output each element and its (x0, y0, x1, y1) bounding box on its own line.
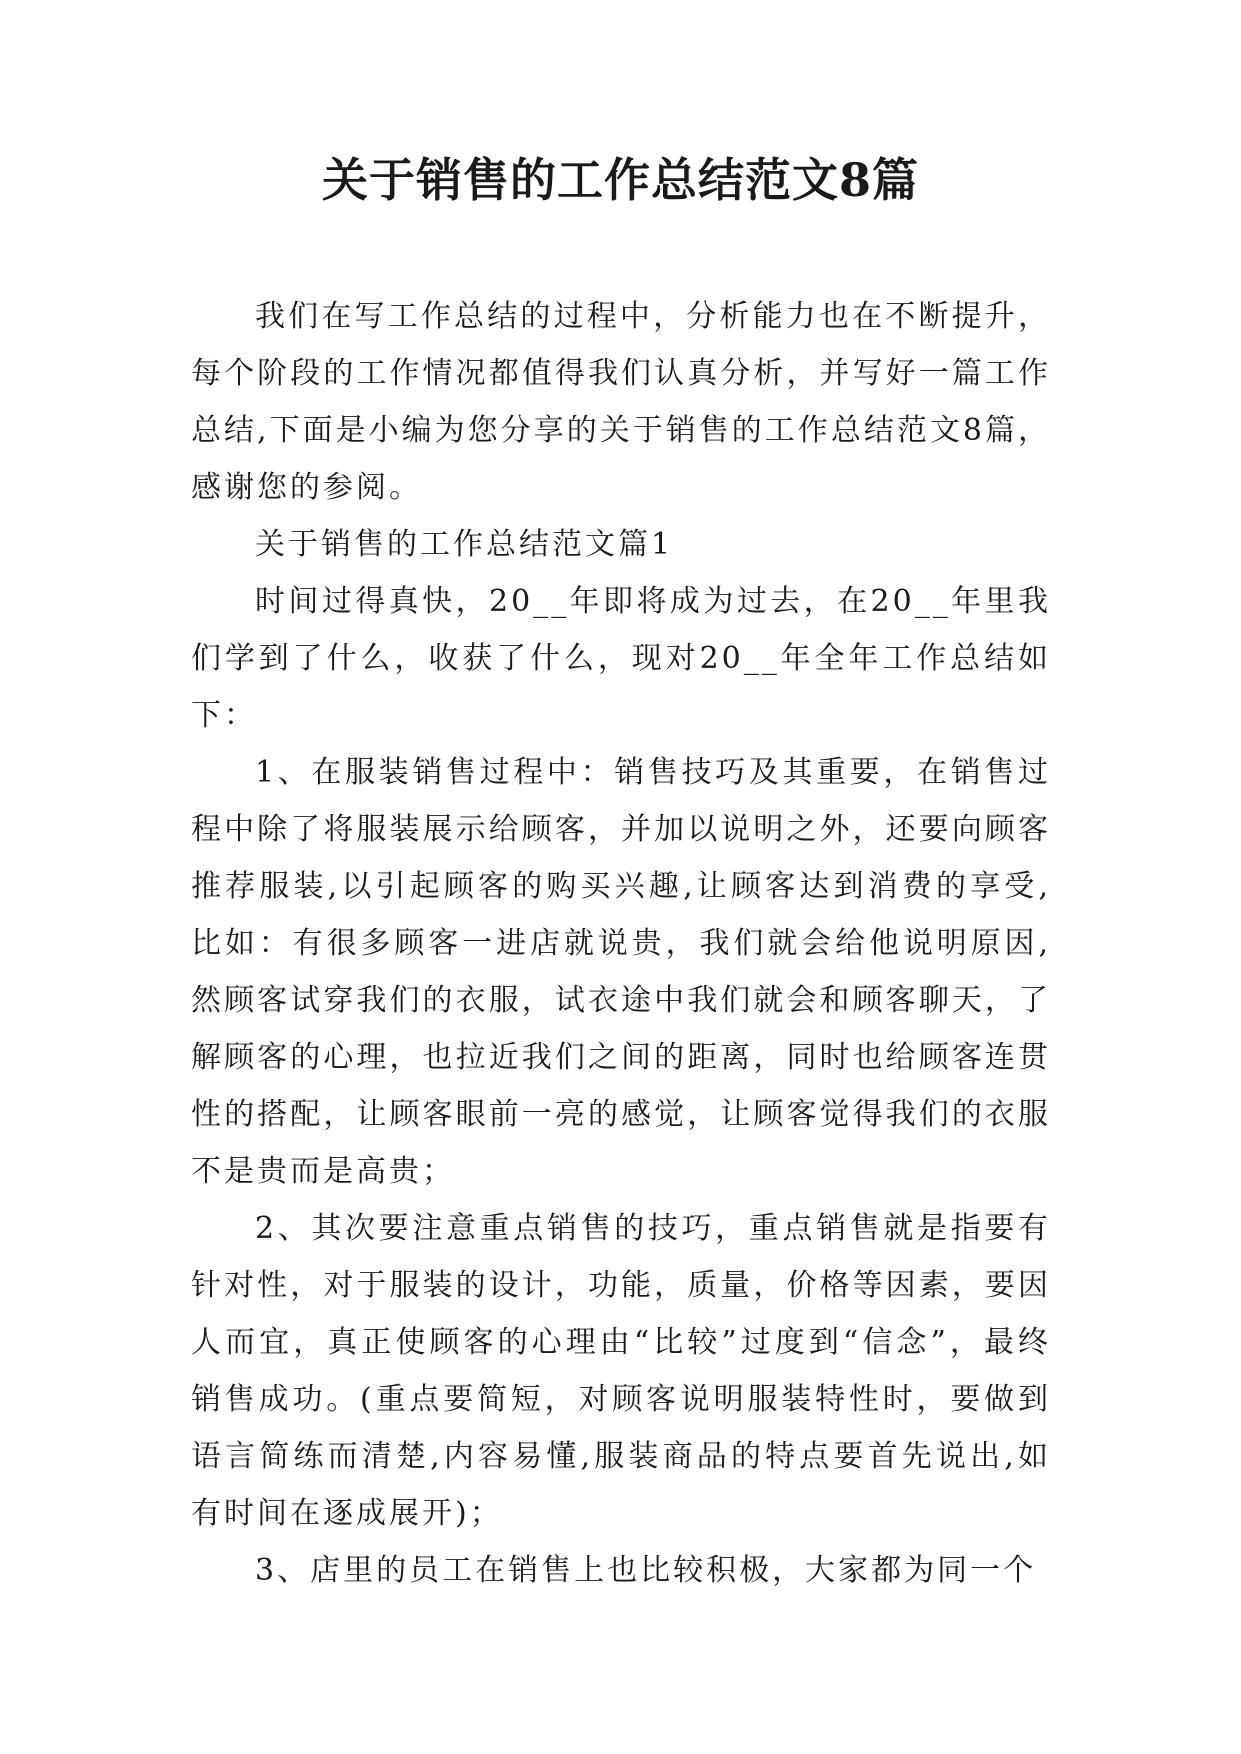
intro-paragraph: 我们在写工作总结的过程中，分析能力也在不断提升，每个阶段的工作情况都值得我们认真分析，并写好一篇工作总结,下面是小编为您分享的关于销售的工作总结范文8篇，感谢您的参阅。 (191, 299, 1051, 505)
body-paragraph: 3、店里的员工在销售上也比较积极，大家都为同一个 (255, 1553, 1037, 1588)
body-paragraph: 1、在服装销售过程中：销售技巧及其重要，在销售过程中除了将服装展示给顾客，并加以说明之外，还要向顾客推荐服装,以引起顾客的购买兴趣,让顾客达到消费的享受,比如：有很多顾客一进店就说贵，我们就会给他说明原因,然顾客试穿我们的衣服，试衣途中我们就会和顾客聊天，了解顾客的心理，也拉近我们之间的距离，同时也给顾客连贯性的搭配，让顾客眼前一亮的感觉，让顾客觉得我们的衣服不是贵而是高贵； (191, 755, 1051, 1189)
body-paragraph: 2、其次要注意重点销售的技巧，重点销售就是指要有针对性，对于服装的设计，功能，质量，价格等因素，要因人而宜，真正使顾客的心理由“比较”过度到“信念”，最终销售成功。(重点要简短，对顾客说明服装特性时，要做到语言简练而清楚,内容易懂,服装商品的特点要首先说出,如有时间在逐成展开)； (191, 1211, 1051, 1531)
body-paragraph: 时间过得真快，20__年即将成为过去，在20__年里我们学到了什么，收获了什么，现对20__年全年工作总结如下： (191, 584, 1051, 733)
document-body (191, 288, 1051, 1599)
section-heading: 关于销售的工作总结范文篇1 (255, 527, 674, 562)
document-title: 关于销售的工作总结范文8篇 (321, 153, 919, 207)
